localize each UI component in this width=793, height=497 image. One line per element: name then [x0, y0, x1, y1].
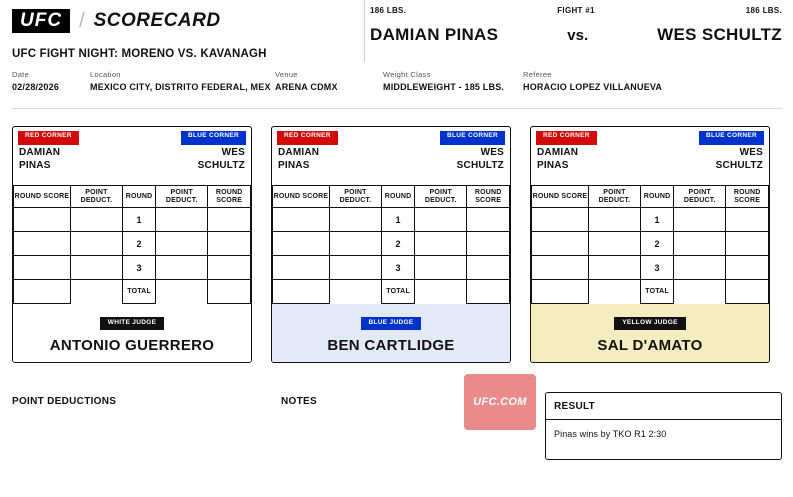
cell-blue-point-deduct[interactable]: [415, 256, 467, 280]
cell-blue-round-score[interactable]: [467, 208, 510, 232]
meta-date: [12, 70, 90, 92]
header-point-deduct-left: POINT DEDUCT.: [70, 186, 122, 208]
point-deductions-label: POINT DEDUCTIONS: [12, 396, 117, 407]
cell-blue-total[interactable]: [208, 280, 251, 304]
red-corner-tag: RED CORNER: [18, 131, 79, 145]
cell-round-number: 2: [641, 232, 674, 256]
cell-round-number: 1: [382, 208, 415, 232]
cell-blue-round-score[interactable]: [726, 208, 769, 232]
header-point-deduct-left: POINT DEDUCT.: [588, 186, 640, 208]
cell-red-round-score[interactable]: [14, 208, 71, 232]
judge-name: BEN CARTLIDGE: [327, 336, 455, 354]
card-blue-name-line1: WES: [480, 147, 504, 158]
score-table-header-row: [273, 186, 510, 208]
header-round-score-right: ROUND SCORE: [208, 186, 251, 208]
header-vertical-divider: [364, 0, 365, 62]
card-blue-name-line2: SCHULTZ: [197, 159, 245, 171]
scorecard-yellow-judge: [530, 126, 770, 363]
event-title: UFC FIGHT NIGHT: MORENO VS. KAVANAGH: [12, 48, 267, 60]
cell-round-number: 2: [382, 232, 415, 256]
header-round: ROUND: [123, 186, 156, 208]
ufc-logo: UFC: [12, 9, 70, 33]
red-corner-tag: RED CORNER: [277, 131, 338, 145]
versus-label: vs.: [567, 26, 589, 44]
corner-tags-row: [531, 127, 769, 145]
cell-blue-point-deduct[interactable]: [674, 232, 726, 256]
judge-name: ANTONIO GUERRERO: [49, 336, 215, 354]
cell-spacer-right: [156, 280, 208, 304]
header-bottom-divider: [12, 108, 782, 109]
result-text: Pinas wins by TKO R1 2:30: [554, 429, 667, 439]
card-red-name-line1: DAMIAN: [537, 147, 579, 158]
cell-blue-point-deduct[interactable]: [156, 256, 208, 280]
meta-weight-class-label: Weight Class: [383, 70, 431, 79]
cell-red-total[interactable]: [273, 280, 330, 304]
cell-total-label: TOTAL: [641, 280, 674, 304]
cell-red-round-score[interactable]: [273, 256, 330, 280]
cell-red-round-score[interactable]: [532, 232, 589, 256]
card-blue-name-line2: SCHULTZ: [715, 159, 763, 171]
red-fighter-weight: 186 LBS.: [370, 6, 407, 15]
meta-date-label: Date: [12, 70, 30, 79]
corner-tags-row: [272, 127, 510, 145]
red-corner-tag: RED CORNER: [536, 131, 597, 145]
fight-matchup-row: [370, 25, 782, 45]
red-fighter-name: DAMIAN PINAS: [370, 25, 499, 44]
table-total-row: [273, 280, 510, 304]
card-fighter-names: [13, 145, 251, 185]
score-table-header-row: [532, 186, 769, 208]
event-meta-row: [12, 70, 781, 92]
meta-date-value: 02/28/2026: [12, 82, 60, 92]
card-red-fighter-name: [537, 147, 578, 179]
cell-red-round-score[interactable]: [273, 208, 330, 232]
ufc-com-watermark: [464, 374, 536, 430]
header-round: ROUND: [382, 186, 415, 208]
cell-blue-point-deduct[interactable]: [415, 208, 467, 232]
meta-weight-class: [383, 70, 523, 92]
cell-red-total[interactable]: [532, 280, 589, 304]
card-red-fighter-name: [19, 147, 60, 179]
header-round-score-left: ROUND SCORE: [273, 186, 330, 208]
judge-area: [13, 304, 251, 362]
cell-total-label: TOTAL: [123, 280, 156, 304]
cell-spacer-left: [70, 280, 122, 304]
table-row: [273, 256, 510, 280]
cell-red-point-deduct[interactable]: [70, 256, 122, 280]
corner-tags-row: [13, 127, 251, 145]
scorecard-blue-judge: [271, 126, 511, 363]
meta-venue-label: Venue: [275, 70, 298, 79]
blue-corner-tag: BLUE CORNER: [440, 131, 505, 145]
cell-red-point-deduct[interactable]: [329, 208, 381, 232]
cell-blue-point-deduct[interactable]: [415, 232, 467, 256]
header-round-score-left: ROUND SCORE: [14, 186, 71, 208]
table-total-row: [532, 280, 769, 304]
card-red-fighter-name: [278, 147, 319, 179]
table-row: [532, 208, 769, 232]
card-red-name-line2: PINAS: [19, 159, 51, 171]
ufc-com-watermark-text: UFC.COM: [473, 396, 527, 408]
cell-blue-round-score[interactable]: [208, 256, 251, 280]
cell-red-point-deduct[interactable]: [588, 232, 640, 256]
cell-round-number: 3: [641, 256, 674, 280]
result-box: [545, 392, 782, 460]
card-blue-name-line1: WES: [221, 147, 245, 158]
cell-blue-point-deduct[interactable]: [674, 208, 726, 232]
card-red-name-line2: PINAS: [278, 159, 310, 171]
scorecards-row: [12, 126, 770, 363]
blue-fighter-name: WES SCHULTZ: [657, 25, 782, 44]
meta-referee-value: HORACIO LOPEZ VILLANUEVA: [523, 82, 663, 92]
cell-round-number: 3: [123, 256, 156, 280]
blue-corner-tag: BLUE CORNER: [181, 131, 246, 145]
meta-venue-value: ARENA CDMX: [275, 82, 338, 92]
meta-location-value: MEXICO CITY, DISTRITO FEDERAL, MEX: [90, 82, 271, 92]
judge-tag: YELLOW JUDGE: [614, 317, 686, 330]
cell-blue-round-score[interactable]: [208, 232, 251, 256]
score-table: [531, 185, 769, 304]
judge-tag: WHITE JUDGE: [100, 317, 164, 330]
cell-red-round-score[interactable]: [532, 208, 589, 232]
cell-red-round-score[interactable]: [14, 256, 71, 280]
meta-referee: [523, 70, 723, 92]
table-row: [273, 208, 510, 232]
table-row: [14, 208, 251, 232]
result-title: RESULT: [554, 401, 596, 412]
judge-area: [272, 304, 510, 362]
meta-venue: [275, 70, 383, 92]
cell-red-round-score[interactable]: [532, 256, 589, 280]
cell-spacer-right: [415, 280, 467, 304]
cell-total-label: TOTAL: [382, 280, 415, 304]
header-point-deduct-right: POINT DEDUCT.: [674, 186, 726, 208]
cell-blue-round-score[interactable]: [726, 256, 769, 280]
cell-round-number: 2: [123, 232, 156, 256]
cell-red-total[interactable]: [14, 280, 71, 304]
scorecard-white-judge: [12, 126, 252, 363]
score-table: [13, 185, 251, 304]
judge-name: SAL D'AMATO: [597, 336, 703, 354]
brand-separator: /: [79, 9, 85, 32]
score-table-header-row: [14, 186, 251, 208]
cell-blue-round-score[interactable]: [467, 232, 510, 256]
page-header: [0, 0, 793, 108]
header-point-deduct-right: POINT DEDUCT.: [156, 186, 208, 208]
judge-area: [531, 304, 769, 362]
table-row: [14, 256, 251, 280]
card-fighter-names: [531, 145, 769, 185]
header-round-score-left: ROUND SCORE: [532, 186, 589, 208]
cell-blue-round-score[interactable]: [726, 232, 769, 256]
cell-red-point-deduct[interactable]: [329, 256, 381, 280]
blue-corner-tag: BLUE CORNER: [699, 131, 764, 145]
judge-tag: BLUE JUDGE: [361, 317, 422, 330]
cell-blue-round-score[interactable]: [208, 208, 251, 232]
table-row: [273, 232, 510, 256]
header-point-deduct-left: POINT DEDUCT.: [329, 186, 381, 208]
header-point-deduct-right: POINT DEDUCT.: [415, 186, 467, 208]
header-round: ROUND: [641, 186, 674, 208]
cell-round-number: 3: [382, 256, 415, 280]
cell-round-number: 1: [123, 208, 156, 232]
notes-label: NOTES: [281, 396, 317, 407]
score-table: [272, 185, 510, 304]
cell-blue-point-deduct[interactable]: [156, 232, 208, 256]
cell-blue-total[interactable]: [726, 280, 769, 304]
card-fighter-names: [272, 145, 510, 185]
card-blue-name-line1: WES: [739, 147, 763, 158]
header-round-score-right: ROUND SCORE: [726, 186, 769, 208]
card-red-name-line1: DAMIAN: [278, 147, 320, 158]
card-blue-name-line2: SCHULTZ: [456, 159, 504, 171]
cell-red-point-deduct[interactable]: [588, 208, 640, 232]
cell-blue-point-deduct[interactable]: [156, 208, 208, 232]
cell-red-point-deduct[interactable]: [70, 232, 122, 256]
brand-scorecard-word: SCORECARD: [93, 10, 221, 31]
cell-spacer-right: [674, 280, 726, 304]
card-red-name-line1: DAMIAN: [19, 147, 61, 158]
meta-weight-class-value: MIDDLEWEIGHT - 185 LBS.: [383, 82, 505, 92]
card-red-name-line2: PINAS: [537, 159, 569, 171]
table-row: [14, 232, 251, 256]
cell-blue-round-score[interactable]: [467, 256, 510, 280]
cell-red-point-deduct[interactable]: [70, 208, 122, 232]
cell-round-number: 1: [641, 208, 674, 232]
card-blue-fighter-name: [198, 147, 245, 179]
fight-number: FIGHT #1: [557, 6, 595, 15]
meta-location-label: Location: [90, 70, 121, 79]
cell-blue-point-deduct[interactable]: [674, 256, 726, 280]
cell-blue-total[interactable]: [467, 280, 510, 304]
header-round-score-right: ROUND SCORE: [467, 186, 510, 208]
cell-red-round-score[interactable]: [273, 232, 330, 256]
card-blue-fighter-name: [457, 147, 504, 179]
cell-spacer-left: [329, 280, 381, 304]
cell-red-point-deduct[interactable]: [329, 232, 381, 256]
cell-red-point-deduct[interactable]: [588, 256, 640, 280]
blue-fighter-weight: 186 LBS.: [745, 6, 782, 15]
meta-location: [90, 70, 275, 92]
fight-info: [370, 6, 782, 62]
card-blue-fighter-name: [716, 147, 763, 179]
cell-red-round-score[interactable]: [14, 232, 71, 256]
table-total-row: [14, 280, 251, 304]
cell-spacer-left: [588, 280, 640, 304]
meta-referee-label: Referee: [523, 70, 552, 79]
table-row: [532, 232, 769, 256]
table-row: [532, 256, 769, 280]
